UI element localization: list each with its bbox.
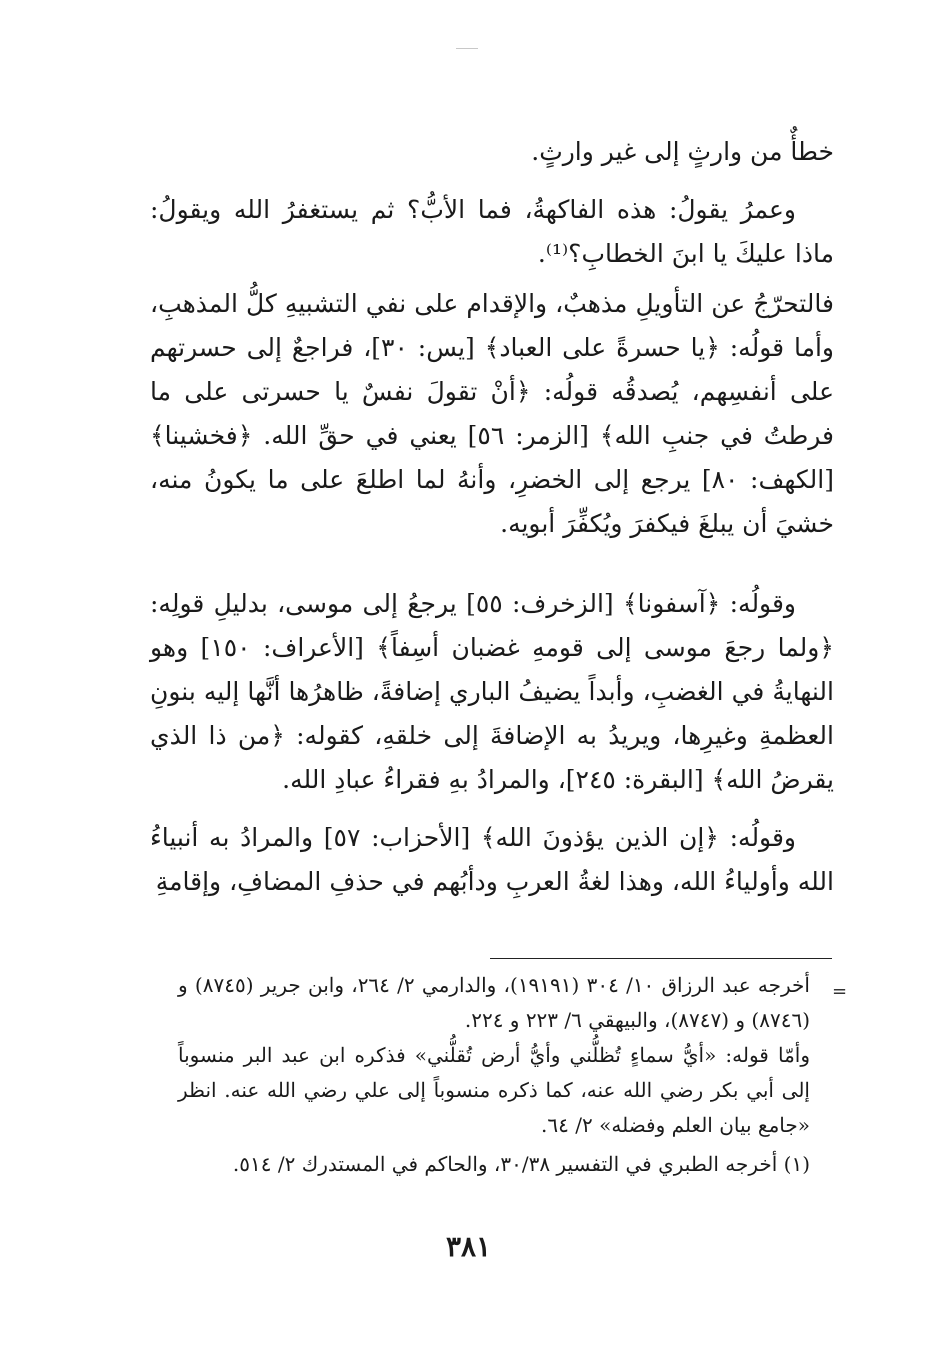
footnote-separator [490,958,832,959]
paragraph-2: وعمرُ يقولُ: هذه الفاكهةُ، فما الأبُّ؟ ثم يستغفرُ الله ويقولُ: ماذا عليكَ يا ابنَ الخطابِ؟⁽¹⁾. [150,195,834,268]
footnote-note: وأمّا قوله: «أيُّ سماءٍ تُظلُّني وأيُّ أرض تُقلُّني» فذكره ابن عبد البر منسوباً إلى أبي بكر رضي الله عنه، كما ذكره منسوباً إلى علي رضي الله عنه. انظر «جامع بيان العلم وفضله» ٢/ ٦٤. [178,1043,810,1137]
footnote-1: (١) أخرجه الطبري في التفسير ٣٠/٣٨، والحاكم في المستدرك ٢/ ٥١٤. [232,1152,810,1176]
paragraph-4: وقولُه: ﴿آسفونا﴾ [الزخرف: ٥٥] يرجعُ إلى موسى، بدليلِ قولِه: ﴿ولما رجعَ موسى إلى قومهِ غضبان أسِفاً﴾ [الأعراف: ١٥٠] وهو النهايةُ في الغضبِ، وأبداً يضيفُ الباري إضافةً، ظاهرُها أنَّها إليه بنونِ العظمةِ وغيرِها، ويريدُ به الإضافةَ إلى خلقهِ، كقوله: ﴿من ذا الذي يقرضُ الله﴾ [البقرة: ٢٤٥]، والمرادُ بهِ فقراءُ عبادِ الله. [150,589,835,794]
main-text [150,120,834,904]
footnotes [178,968,810,1182]
footnote-continuation-mark: = [832,981,848,1002]
footnote-continued: أخرجه عبد الرزاق ١٠/ ٣٠٤ (١٩١٩١)، والدارمي ٢/ ٢٦٤، وابن جرير (٨٧٤٥) و (٨٧٤٦) و (٨٧٤٧)، والبيهقي ٦/ ٢٢٣ و ٢٢٤. [178,973,810,1032]
paragraph-1: خطأٌ من وارثٍ إلى غير وارثٍ. [531,137,834,166]
page-number: ٣٨١ [445,1230,492,1263]
scan-mark [456,48,478,49]
paragraph-3: فالتحرّجُ عن التأويلِ مذهبٌ، والإقدام على نفي التشبيهِ كلُّ المذهبِ، وأما قولُه: ﴿يا حسرةً على العباد﴾ [يس: ٣٠]، فراجعٌ إلى حسرتهم على أنفسِهم، يُصدقُه قولُه: ﴿أنْ تقولَ نفسٌ يا حسرتى على ما فرطتُ في جنبِ الله﴾ [الزمر: ٥٦] يعني في حقِّ الله. ﴿فخشينا﴾ [الكهف: ٨٠] يرجع إلى الخضرِ، وأنهُ لما اطلعَ على ما يكونُ منه، خشيَ أن يبلغَ فيكفرَ ويُكفِّرَ أبويه. [150,289,835,538]
paragraph-5: وقولُه: ﴿إن الذين يؤذونَ الله﴾ [الأحزاب: ٥٧] والمرادُ به أنبياءُ الله وأولياءُ الله، وهذا لغةُ العربِ ودأبُهم في حذفِ المضافِ، وإقامةِ [150,823,834,896]
